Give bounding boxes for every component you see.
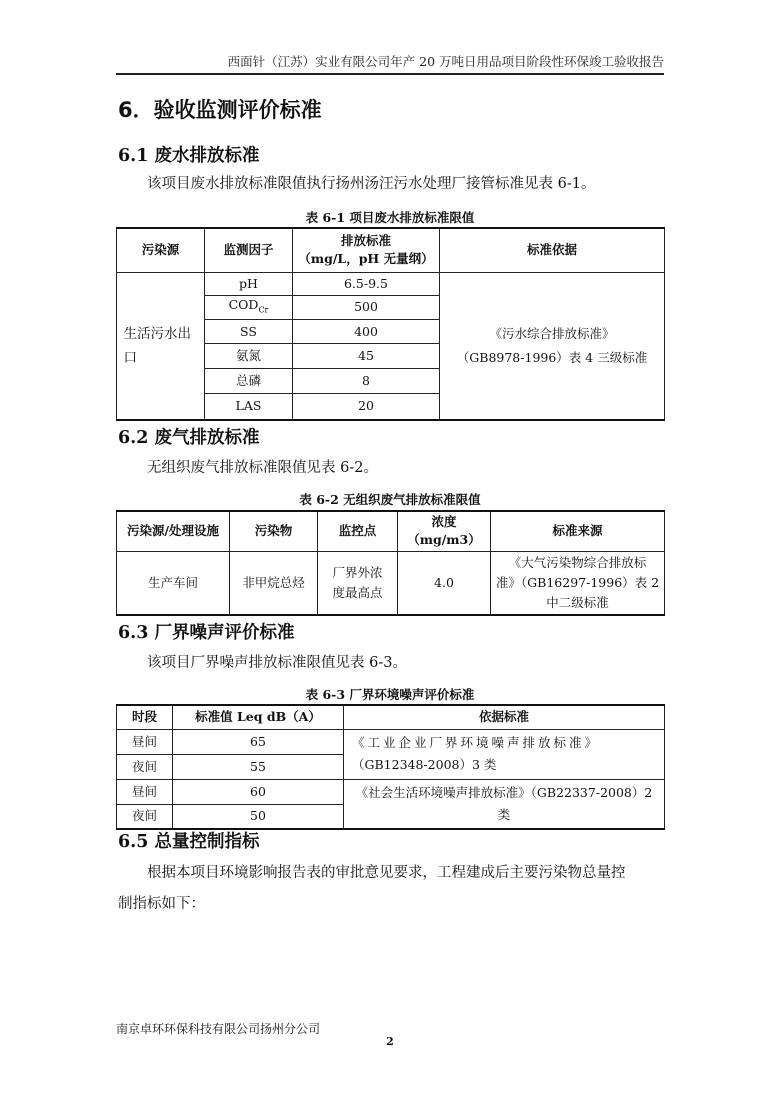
header-concentration: 浓度 （mg/m3）	[398, 511, 491, 551]
section-6-3-paragraph: 该项目厂界噪声排放标准限值见表 6-3。	[147, 655, 407, 671]
section-6-5-paragraph: 根据本项目环境影响报告表的审批意见要求，工程建成后主要污染物总量控 制指标如下：	[118, 865, 626, 912]
header-source: 污染源	[117, 228, 205, 272]
header-rule	[116, 73, 664, 75]
table-row	[117, 729, 665, 754]
period-cell: 昼间	[117, 779, 173, 804]
header-limit: 标准值 Leq dB（A）	[173, 705, 344, 729]
monitor-point-cell: 厂界外浓 度最高点	[318, 551, 398, 615]
section-6-1-heading: 6.1 废水排放标准	[118, 146, 260, 166]
table-header-row	[117, 705, 665, 729]
pollutant-cell: 非甲烷总烃	[230, 551, 318, 615]
basis-cell: 《社会生活环境噪声排放标准》（GB22337-2008）2 类	[344, 779, 665, 829]
table-6-2-caption: 表 6-2 无组织废气排放标准限值	[299, 492, 481, 507]
factor-cell: pH	[205, 272, 293, 295]
header-standard: 排放标准 （mg/L，pH 无量纲）	[293, 228, 440, 272]
source-cell: 生产车间	[117, 551, 230, 615]
factor-cell: $COD_{Cr}$	[205, 295, 293, 320]
header-source: 污染源/处理设施	[117, 511, 230, 551]
value-cell: 45	[293, 344, 440, 369]
header-basis: 标准依据	[440, 228, 665, 272]
section-6-2-paragraph: 无组织废气排放标准限值见表 6-2。	[147, 460, 378, 476]
table-header-row	[117, 511, 665, 551]
table-row	[117, 551, 665, 615]
basis-cell: 《工业企业厂界环境噪声排放标准》 （GB12348-2008）3 类	[344, 729, 665, 779]
header-factor: 监测因子	[205, 228, 293, 272]
header-period: 时段	[117, 705, 173, 729]
value-cell: 400	[293, 320, 440, 344]
section-6-1-paragraph: 该项目废水排放标准限值执行扬州汤汪污水处理厂接管标准见表 6-1。	[147, 176, 596, 192]
value-cell: 500	[293, 295, 440, 320]
factor-cell: SS	[205, 320, 293, 344]
standard-source-cell: 《大气污染物综合排放标 准》（GB16297-1996）表 2 中二级标准	[491, 551, 665, 615]
table-6-1	[116, 227, 665, 421]
header-basis: 依据标准	[344, 705, 665, 729]
value-cell: 6.5-9.5	[293, 272, 440, 295]
section-6-title: 6．验收监测评价标准	[118, 98, 322, 122]
section-6-3-heading: 6.3 厂界噪声评价标准	[118, 623, 295, 643]
footer-company: 南京卓环环保科技有限公司扬州分公司	[116, 1022, 321, 1036]
table-6-1-caption: 表 6-1 项目废水排放标准限值	[305, 210, 475, 225]
section-6-2-heading: 6.2 废气排放标准	[118, 428, 260, 448]
limit-cell: 55	[173, 754, 344, 779]
factor-cell: LAS	[205, 394, 293, 420]
header-monitor-point: 监控点	[318, 511, 398, 551]
basis-cell: 《污水综合排放标准》 （GB8978-1996）表 4 三级标准	[440, 272, 665, 420]
value-cell: 8	[293, 369, 440, 394]
period-cell: 昼间	[117, 729, 173, 754]
section-6-5-heading: 6.5 总量控制指标	[118, 832, 260, 852]
factor-cell: 总磷	[205, 369, 293, 394]
page-number: 2	[386, 1035, 394, 1048]
table-6-3	[116, 704, 665, 830]
table-row	[117, 779, 665, 804]
header-pollutant: 污染物	[230, 511, 318, 551]
table-header-row	[117, 228, 665, 272]
table-row	[117, 272, 665, 295]
concentration-cell: 4.0	[398, 551, 491, 615]
value-cell: 20	[293, 394, 440, 420]
factor-cell: 氨氮	[205, 344, 293, 369]
limit-cell: 60	[173, 779, 344, 804]
running-header: 西面针（江苏）实业有限公司年产 20 万吨日用品项目阶段性环保竣工验收报告	[227, 54, 664, 69]
limit-cell: 50	[173, 804, 344, 829]
header-standard-source: 标准来源	[491, 511, 665, 551]
source-cell: 生活污水出口	[117, 272, 205, 420]
limit-cell: 65	[173, 729, 344, 754]
table-6-3-caption: 表 6-3 厂界环境噪声评价标准	[305, 687, 475, 702]
period-cell: 夜间	[117, 754, 173, 779]
table-6-2	[116, 510, 665, 616]
period-cell: 夜间	[117, 804, 173, 829]
